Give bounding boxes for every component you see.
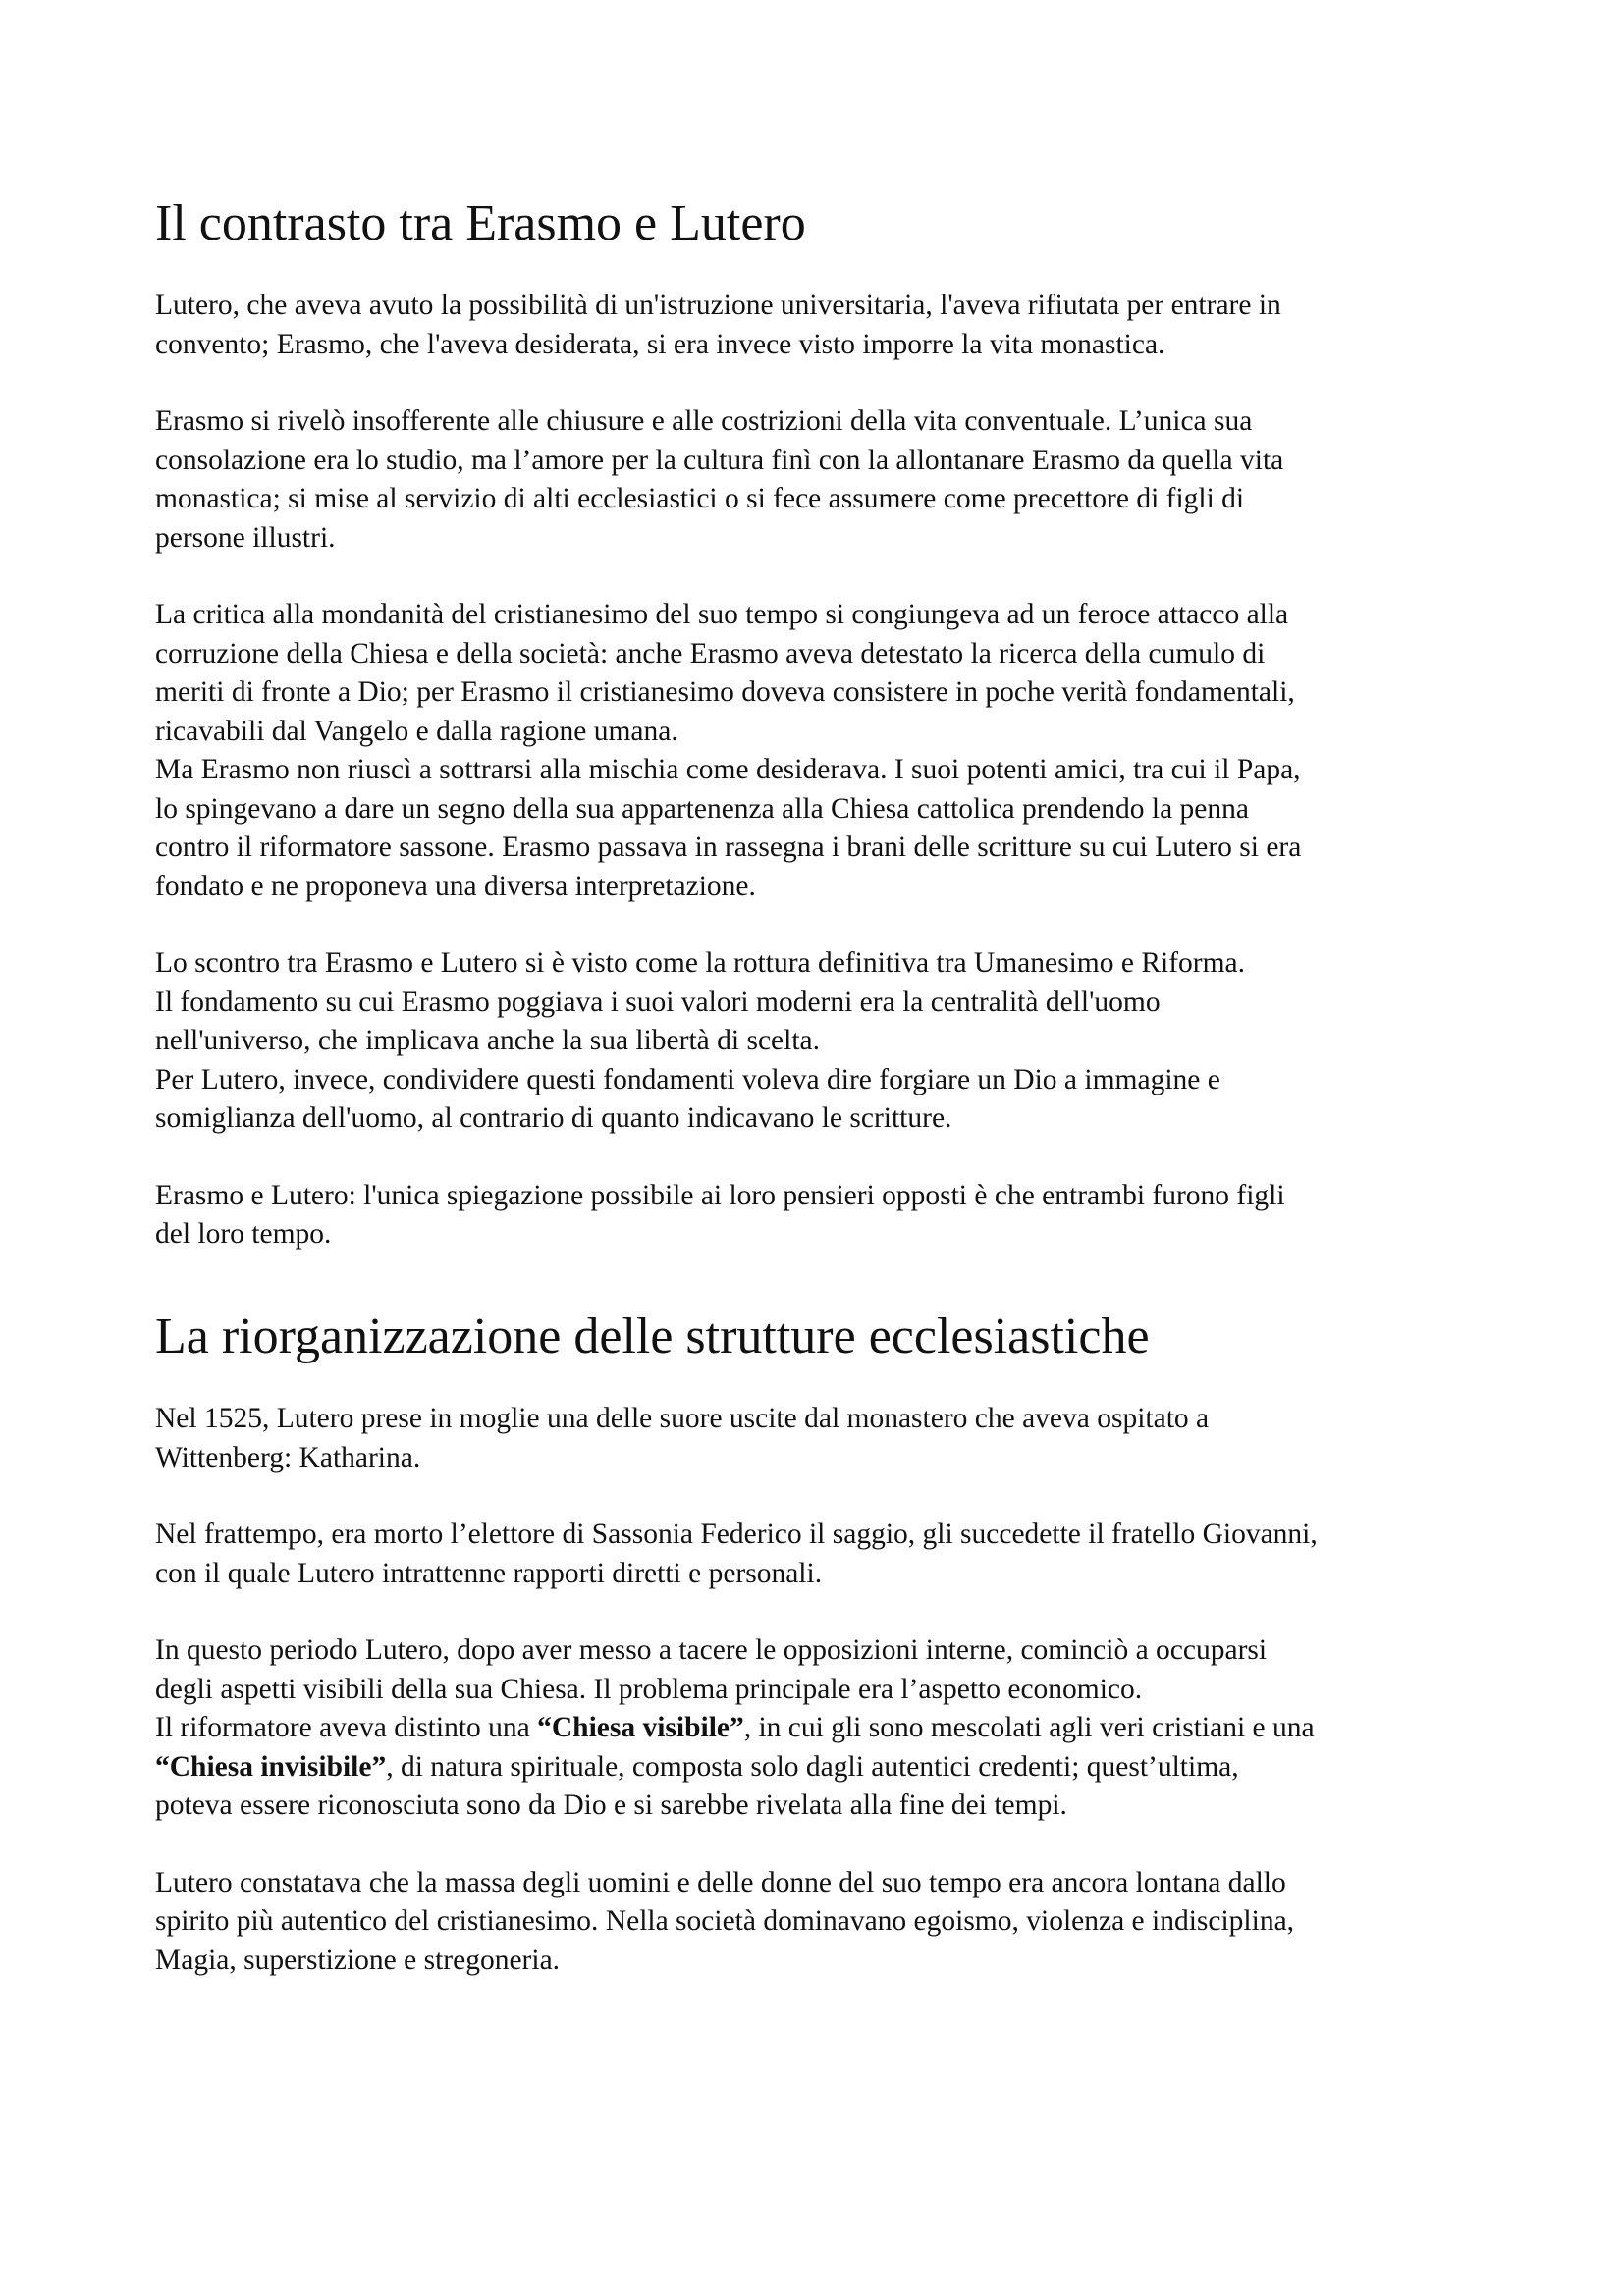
- section-title: La riorganizzazione delle strutture ecclesiastiche: [155, 1308, 1150, 1364]
- paragraph: Nel frattempo, era morto l’elettore di Sassonia Federico il saggio, gli succedette il fratello Giovanni, con il quale Lutero intrattenne rapporti diretti e personali.: [155, 1519, 1318, 1589]
- paragraph-line: In questo periodo Lutero, dopo aver messo a tacere le opposizioni interne, cominciò a occuparsi: [155, 1634, 1268, 1666]
- paragraph-line: poteva essere riconosciuta sono da Dio e si sarebbe rivelata alla fine dei tempi.: [155, 1789, 1067, 1821]
- section-title: Il contrasto tra Erasmo e Lutero: [155, 195, 806, 251]
- term-chiesa-visibile: “Chiesa visibile”: [537, 1712, 744, 1743]
- paragraph: Lo scontro tra Erasmo e Lutero si è visto come la rottura definitiva tra Umanesimo e Riforma. Il fondamento su cui Erasmo poggiava i suoi valori moderni era la centralità dell'uomo nell'universo, che implicava anche la sua libertà di scelta. Per Lutero, invece, condividere questi fondamenti voleva dire forgiare un Dio a immagine e somiglianza dell'uomo, al contrario di quanto indicavano le scritture.: [155, 947, 1246, 1134]
- section-riorganizzazione: [155, 1306, 1490, 2018]
- paragraph: Lutero constatava che la massa degli uomini e delle donne del suo tempo era ancora lontana dallo spirito più autentico del cristianesimo. Nella società dominavano egoismo, violenza e indisciplina, Magia, superstizione e stregoneria.: [155, 1866, 1295, 1976]
- paragraph: Erasmo e Lutero: l'unica spiegazione possibile ai loro pensieri opposti è che entrambi furono figli del loro tempo.: [155, 1179, 1285, 1250]
- paragraph: Erasmo si rivelò insofferente alle chiusure e alle costrizioni della vita conventuale. L’unica sua consolazione era lo studio, ma l’amore per la cultura finì con la allontanare Erasmo da quella vita monastica; si mise al servizio di alti ecclesiastici o si fece assumere come precettore di figli di persone illustri.: [155, 405, 1284, 554]
- paragraph-line: degli aspetti visibili della sua Chiesa. Il problema principale era l’aspetto economico.: [155, 1673, 1143, 1705]
- paragraph-line: Il riformatore aveva distinto una: [155, 1712, 538, 1743]
- paragraph-line: , in cui gli sono mescolati agli veri cristiani e una: [743, 1712, 1315, 1743]
- section-erasmo-lutero: [155, 192, 1490, 1293]
- paragraph: Lutero, che aveva avuto la possibilità di un'istruzione universitaria, l'aveva rifiutata per entrare in convento; Erasmo, che l'aveva desiderata, si era invece visto imporre la vita monastica.: [155, 290, 1281, 360]
- term-chiesa-invisibile: “Chiesa invisibile”: [155, 1750, 387, 1783]
- paragraph: Nel 1525, Lutero prese in moglie una delle suore uscite dal monastero che aveva ospitato a Wittenberg: Katharina.: [155, 1403, 1210, 1473]
- paragraph-chiesa: [155, 1631, 1490, 1826]
- paragraph-line: , di natura spirituale, composta solo dagli autentici credenti; quest’ultima,: [386, 1750, 1239, 1783]
- paragraph: La critica alla mondanità del cristianesimo del suo tempo si congiungeva ad un feroce attacco alla corruzione della Chiesa e della società: anche Erasmo aveva detestato la ricerca della cumulo di meriti di fronte a Dio; per Erasmo il cristianesimo doveva consistere in poche verità fondamentali, ricavabili dal Vangelo e dalla ragione umana. Ma Erasmo non riuscì a sottrarsi alla mischia come desiderava. I suoi potenti amici, tra cui il Papa, lo spingevano a dare un segno della sua appartenenza alla Chiesa cattolica prendendo la penna contro il riformatore sassone. Erasmo passava in rassegna i brani delle scritture su cui Lutero si era fondato e ne proponeva una diversa interpretazione.: [155, 599, 1302, 902]
